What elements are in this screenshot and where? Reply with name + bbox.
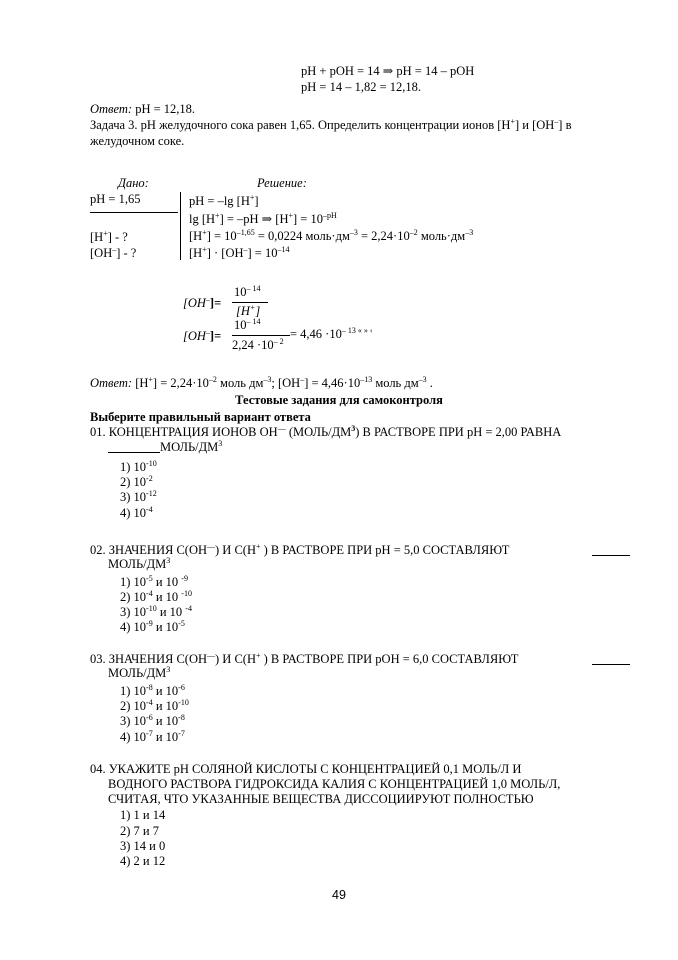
task-3-statement-line-2: желудочном соке. [90,134,185,148]
question-1-blank [108,452,160,453]
superscript: + [215,210,220,220]
superscript: -4 [146,588,153,598]
superscript: -7 [178,728,185,738]
superscript: – [205,294,210,304]
superscript: + [202,227,207,237]
answer-text: ] = 2,24·10 [152,376,209,390]
superscript: + [288,210,293,220]
superscript: + [255,541,261,551]
superscript: -10 [146,458,157,468]
fraction-text: = 4,46 ·10 [290,327,342,341]
fraction-2-bar [232,335,290,336]
superscript: –1,65 [236,227,255,237]
question-4-option-3[interactable]: 3) 14 и 0 [120,839,166,853]
page-number: 49 [332,888,346,902]
question-2-option-4[interactable] [120,618,185,634]
given-oh-unknown [90,246,136,261]
question-2-line-1 [90,543,509,558]
superscript: 3 [166,664,171,674]
option-text: 1) 10 [120,684,147,698]
question-text: 02. ЗНАЧЕНИЯ С(ОН [90,543,207,557]
solution-text: ] · [OH [206,246,244,260]
superscript: -12 [146,488,157,498]
question-2-blank [592,555,630,556]
solution-text: lg [H [189,212,216,226]
solution-text: ] = 10 [292,212,323,226]
solution-line-3 [189,229,473,244]
answer-value: pH = 12,18. [132,102,196,116]
solution-text: [H [189,246,203,260]
question-1-line-1 [90,425,561,440]
task-text: Задача 3. pH желудочного сока равен 1,65. Определить концентрации ионов [H [90,118,511,132]
superscript: + [510,116,515,126]
superscript: -8 [146,682,153,692]
option-text: и 10 [152,620,179,634]
question-1-option-3[interactable] [120,488,157,504]
option-text: 3) 10 [120,714,147,728]
option-text: 4) 10 [120,506,147,520]
option-text: 4) 10 [120,730,147,744]
question-1-option-2[interactable] [120,473,153,489]
superscript: 3 [166,555,171,565]
superscript: + [255,650,261,660]
fraction-1-numerator [234,285,261,300]
question-2-option-2[interactable] [120,588,192,604]
given-text: [H [90,230,104,244]
option-text: 1) 10 [120,460,147,474]
question-4-line-1: 04. УКАЖИТЕ рН СОЛЯНОЙ КИСЛОТЫ С КОНЦЕНТРАЦИЕЙ 0,1 МОЛЬ/Л И [90,762,522,776]
answer-label: Ответ: [90,102,133,116]
question-1-line-2 [160,440,222,455]
question-4-line-2: ВОДНОГО РАСТВОРА ГИДРОКСИДА КАЛИЯ С КОНЦЕНТРАЦИЕЙ 1,0 МОЛЬ/Л, [108,777,561,791]
question-2-option-3[interactable] [120,603,192,619]
superscript: -4 [146,504,153,514]
option-text: и 10 [152,699,179,713]
solution-text: pH = –lg [H [189,194,250,208]
superscript: –14 [277,244,290,254]
solution-line-4 [189,246,289,261]
superscript: – [112,244,117,254]
fraction-2-numerator [234,318,261,333]
fraction-text: [OH [183,329,206,343]
superscript: -4 [185,603,192,613]
superscript: – 13 « » ‹ [341,325,373,335]
answer-text: ; [OH [271,376,301,390]
superscript: – 14 [246,283,261,293]
superscript: -10 [181,588,192,598]
question-text: ) В РАСТВОРЕ ПРИ рН = 2,00 РАВНА [355,425,562,439]
given-ph: pH = 1,65 [90,192,141,206]
answer-task-2 [90,102,195,117]
superscript: – [205,327,210,337]
question-1-option-1[interactable] [120,458,157,474]
option-text: 2) 10 [120,699,147,713]
question-3-line-1 [90,652,518,667]
question-3-line-2 [108,666,170,681]
fraction-text: [H [236,304,250,318]
answer-label: Ответ: [90,376,133,390]
solution-header: Решение: [257,176,307,190]
option-text: 3) 10 [120,605,147,619]
question-text: (МОЛЬ/ДМ [285,425,352,439]
fraction-text: ]= [209,296,222,310]
solution-text: = 2,24·10 [357,229,410,243]
superscript: -4 [146,697,153,707]
superscript: – [554,116,559,126]
question-4-option-1[interactable]: 1) 1 и 14 [120,808,166,822]
solution-line-1: pH = –lg [H+] [189,192,259,208]
question-3-blank [592,664,630,665]
superscript: – [243,244,248,254]
question-2-line-2 [108,557,170,572]
equation-line-1: pH + pOH = 14 ⇒ pH = 14 – pOH [301,64,475,78]
question-text: МОЛЬ/ДМ [160,440,219,454]
superscript: – [300,374,305,384]
solution-text: ] = 10 [206,229,237,243]
superscript: –3 [465,227,474,237]
answer-text: [H [132,376,149,390]
superscript: -6 [178,682,185,692]
given-text: [OH [90,246,113,260]
task-text: ] и [OH [514,118,555,132]
fraction-text: 10 [234,285,247,299]
given-vertical-divider [180,192,181,260]
question-text: ) В РАСТВОРЕ ПРИ рОН = 6,0 СОСТАВЛЯЮТ [260,652,519,666]
superscript: -8 [178,712,185,722]
question-4-line-3: СЧИТАЯ, ЧТО УКАЗАННЫЕ ВЕЩЕСТВА ДИССОЦИИРУЮТ ПОЛНОСТЬЮ [108,792,534,806]
question-text: ) И С(Н [215,652,256,666]
superscript: + [103,228,108,238]
choose-title: Выберите правильный вариант ответа [90,410,311,424]
option-text: 4) 10 [120,620,147,634]
question-text: МОЛЬ/ДМ [108,666,167,680]
option-text: и 10 [156,605,186,619]
superscript: -2 [146,473,153,483]
solution-text: ] = –pH ⇒ [H [219,212,289,226]
option-text: 2) 10 [120,475,147,489]
option-text: и 10 [152,590,182,604]
question-3-option-4[interactable] [120,728,185,744]
given-header: Дано: [118,176,149,190]
fraction-2-lhs [183,329,221,344]
question-3-option-1[interactable] [120,682,185,698]
question-3-option-2[interactable] [120,697,189,713]
task-text: ] в [558,118,572,132]
question-2-option-1[interactable] [120,573,188,589]
question-text: ) В РАСТВОРЕ ПРИ рН = 5,0 СОСТАВЛЯЮТ [260,543,510,557]
superscript: –2 [409,227,418,237]
fraction-2-result [290,327,373,342]
superscript: –3 [418,374,427,384]
superscript: –3 [349,227,358,237]
option-text: 3) 10 [120,490,147,504]
superscript: –3 [263,374,272,384]
solution-text: [H [189,229,203,243]
answer-text: ] = 4,46·10 [304,376,361,390]
question-text: 01. КОНЦЕНТРАЦИЯ ИОНОВ ОН [90,425,278,439]
superscript: –pH [322,210,337,220]
superscript: –13 [360,374,373,384]
superscript: 3 [218,438,223,448]
fraction-text: [OH [183,296,206,310]
given-text: ] - ? [107,230,128,244]
superscript: — [207,541,215,551]
answer-text: моль дм [216,376,264,390]
superscript: + [202,244,207,254]
option-text: и 10 [152,684,179,698]
question-3-option-3[interactable] [120,712,185,728]
given-text: ] - ? [116,246,137,260]
task-3-statement-line-1 [90,118,572,133]
superscript: -10 [178,697,189,707]
solution-text: моль·дм [417,229,466,243]
answer-text: моль дм [372,376,419,390]
question-text: МОЛЬ/ДМ [108,557,167,571]
answer-text: . [426,376,433,390]
superscript: — [207,650,215,660]
given-h-unknown [90,230,128,245]
superscript: + [148,374,153,384]
section-title: Тестовые задания для самоконтроля [235,393,443,407]
option-text: и 10 [152,575,182,589]
fraction-text: 10 [234,318,247,332]
fraction-1-lhs [183,296,221,311]
superscript: -9 [146,618,153,628]
superscript: –2 [208,374,217,384]
superscript: -5 [146,573,153,583]
option-text: 2) 10 [120,590,147,604]
superscript: -5 [178,618,185,628]
solution-line-2 [189,212,337,227]
solution-text: = 0,0224 моль·дм [254,229,350,243]
superscript: -9 [181,573,188,583]
superscript: – 2 [273,336,284,346]
option-text: и 10 [152,730,179,744]
superscript: -7 [146,728,153,738]
superscript: – 14 [246,316,261,326]
superscript: — [277,423,286,433]
question-4-option-4[interactable]: 4) 2 и 12 [120,854,166,868]
solution-text: ] = 10 [247,246,278,260]
question-1-option-4[interactable] [120,504,153,520]
superscript: -6 [146,712,153,722]
answer-task-3 [90,376,433,391]
fraction-2-denominator [232,338,284,353]
option-text: и 10 [152,714,179,728]
fraction-text: ]= [209,329,222,343]
fraction-1-denominator: [H+] [236,302,261,318]
option-text: 1) 10 [120,575,147,589]
superscript: + [249,192,255,202]
superscript: -10 [146,603,157,613]
fraction-text: 2,24 ·10 [232,338,274,352]
superscript: 3 [351,423,356,433]
question-text: ) И С(Н [215,543,256,557]
given-divider [90,212,178,213]
equation-line-2: pH = 14 – 1,82 = 12,18. [301,80,422,94]
question-4-option-2[interactable]: 2) 7 и 7 [120,824,159,838]
superscript: + [249,302,256,312]
question-text: 03. ЗНАЧЕНИЯ С(ОН [90,652,207,666]
